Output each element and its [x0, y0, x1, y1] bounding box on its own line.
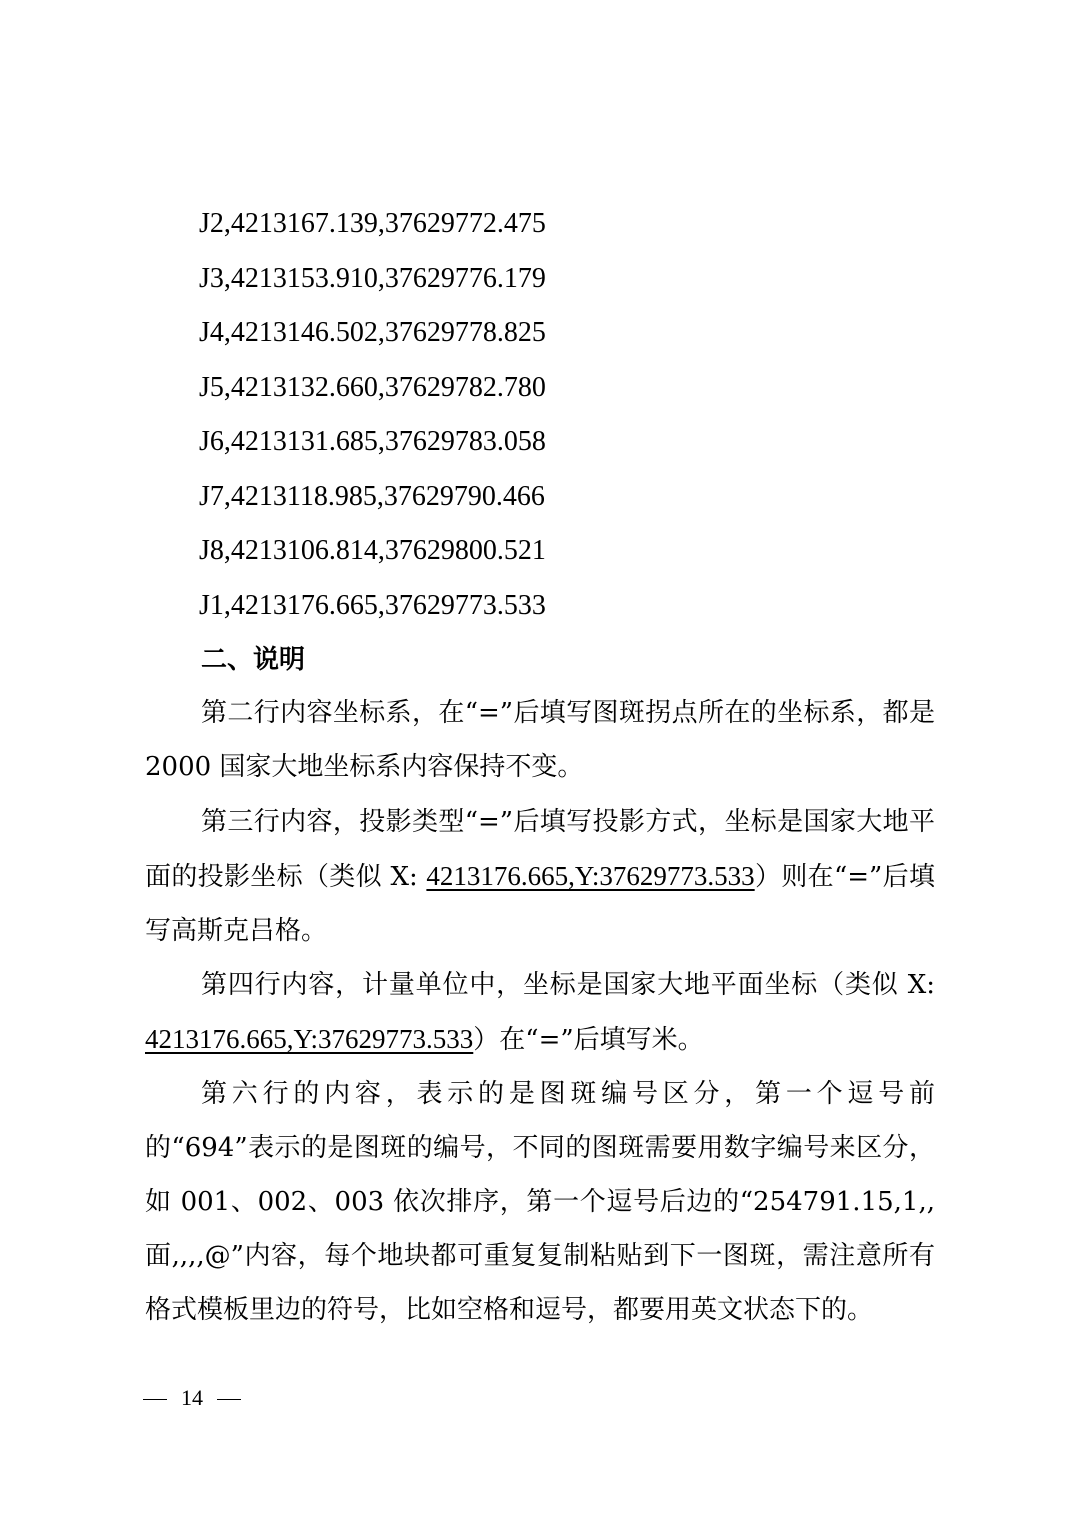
paragraph-text: ）则在“=”后填写高斯克吕格。	[145, 862, 935, 946]
paragraph-text: ）在“=”后填写米。	[473, 1025, 704, 1055]
coordinate-line: J3,4213153.910,37629776.179	[199, 262, 546, 294]
paragraph-parcel-numbering: 第六行的内容，表示的是图斑编号区分，第一个逗号前的“694”表示的是图斑的编号，不同的图斑需要用数字编号来区分，如 001、002、003 依次排序，第一个逗号后边的“254791.15,1,,面,,,,@”内容，每个地块都可重复复制粘贴到下一图斑，需注意所有格式模板里边的符号，比如空格和逗号，都要用英文状态下的。	[145, 1079, 935, 1325]
page-number: 14	[181, 1385, 203, 1410]
coordinate-example: 4213176.665,Y:37629773.533	[145, 1024, 474, 1054]
paragraph-text: 第三行内容，投影类型“=”后填写投影方式，坐标是国家大地平面的投影坐标（类似 X:	[145, 807, 935, 892]
dash-left	[143, 1399, 167, 1400]
coordinate-line: J4,4213146.502,37629778.825	[199, 317, 546, 348]
coordinate-line: J5,4213132.660,37629782.780	[199, 371, 546, 403]
coordinate-example: 4213176.665,Y:37629773.533	[426, 861, 755, 891]
coordinate-line: J7,4213118.985,37629790.466	[199, 480, 545, 512]
paragraph-coordinate-system: 第二行内容坐标系，在“=”后填写图斑拐点所在的坐标系，都是 2000 国家大地坐标系内容保持不变。	[145, 698, 935, 782]
paragraph-text: 第四行内容，计量单位中，坐标是国家大地平面坐标（类似 X:	[201, 970, 935, 1000]
coordinate-line: J6,4213131.685,37629783.058	[199, 426, 546, 457]
coordinate-line: J1,4213176.665,37629773.533	[199, 589, 546, 621]
page-footer	[143, 1383, 241, 1413]
coordinate-line: J2,4213167.139,37629772.475	[199, 208, 546, 239]
section-heading: 二、说明	[201, 645, 306, 675]
paragraph-projection-type	[145, 795, 935, 958]
coordinate-list	[199, 200, 546, 636]
dash-right	[217, 1399, 241, 1400]
paragraph-measurement-unit	[145, 958, 935, 1067]
coordinate-line: J8,4213106.814,37629800.521	[199, 535, 546, 566]
